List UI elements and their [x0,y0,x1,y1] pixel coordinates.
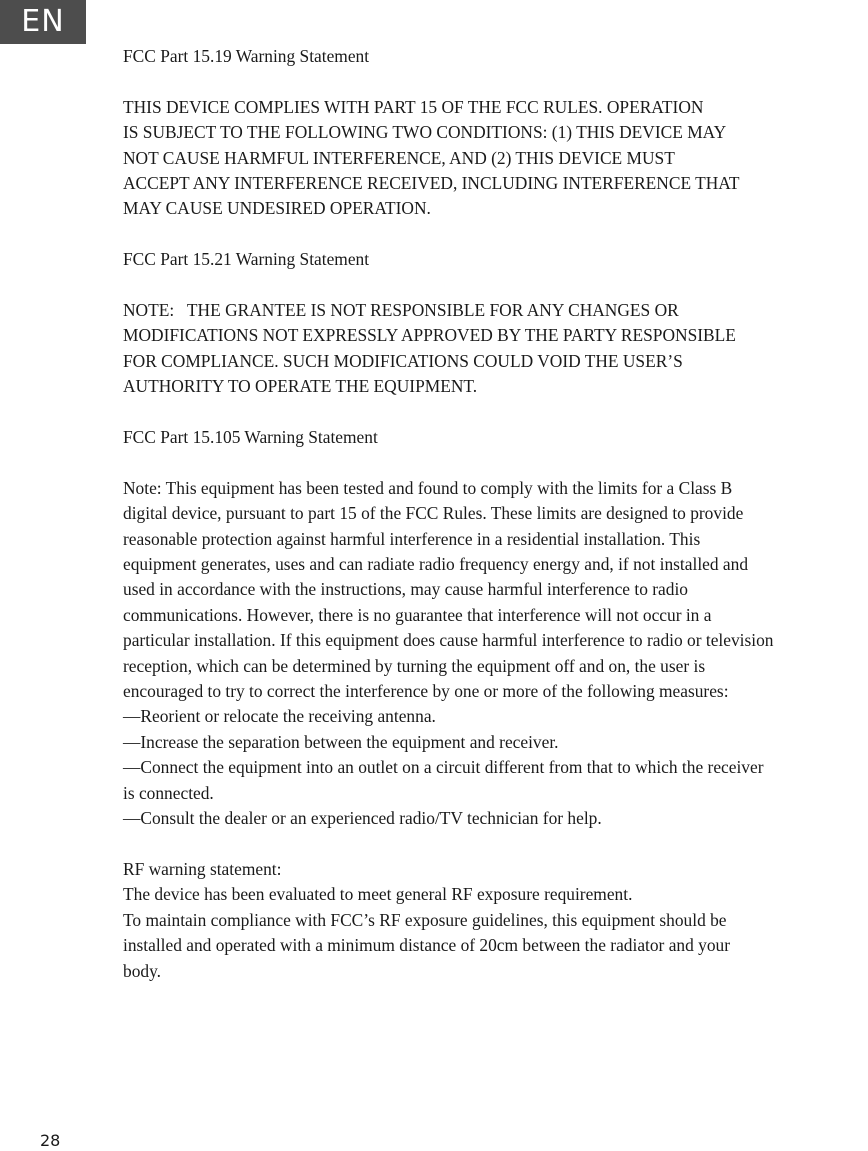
text-line: encouraged to try to correct the interference by one or more of the following measures: [123,681,729,702]
section-heading-rf: RF warning statement: [123,858,282,879]
text-line: digital device, pursuant to part 15 of the FCC Rules. These limits are designed to provide [123,503,744,524]
text-line: Note: This equipment has been tested and found to comply with the limits for a Class B [123,477,733,498]
text-line: installed and operated with a minimum distance of 20cm between the radiator and your [123,935,731,956]
text-line: reasonable protection against harmful interference in a residential installation. This [123,528,701,549]
spacer [123,273,868,298]
text-line: AUTHORITY TO OPERATE THE EQUIPMENT. [123,376,478,397]
document-body [123,44,868,984]
text-line: THIS DEVICE COMPLIES WITH PART 15 OF THE FCC RULES. OPERATION [123,96,704,117]
section-heading-15-21: FCC Part 15.21 Warning Statement [123,249,370,270]
spacer [123,222,868,247]
text-line: MODIFICATIONS NOT EXPRESSLY APPROVED BY THE PARTY RESPONSIBLE [123,325,736,346]
measure-item: —Increase the separation between the equipment and receiver. [123,731,559,752]
measure-item: —Connect the equipment into an outlet on a circuit different from that to which the receiver [123,757,764,778]
text-line: particular installation. If this equipment does cause harmful interference to radio or television [123,630,774,651]
section-heading-15-105: FCC Part 15.105 Warning Statement [123,427,378,448]
language-tab: EN [0,0,86,44]
text-line: IS SUBJECT TO THE FOLLOWING TWO CONDITIONS: (1) THIS DEVICE MAY [123,122,727,143]
text-line: NOTE: THE GRANTEE IS NOT RESPONSIBLE FOR ANY CHANGES OR [123,300,679,321]
measure-item: —Reorient or relocate the receiving antenna. [123,706,436,727]
text-line: FOR COMPLIANCE. SUCH MODIFICATIONS COULD VOID THE USER’S [123,350,683,371]
spacer [123,69,868,94]
text-line: used in accordance with the instructions, may cause harmful interference to radio [123,579,688,600]
page-number: 28 [40,1131,61,1150]
text-line: equipment generates, uses and can radiate radio frequency energy and, if not installed and [123,554,749,575]
text-line: body. [123,960,161,981]
spacer [123,450,868,475]
text-line: MAY CAUSE UNDESIRED OPERATION. [123,198,431,219]
text-line: The device has been evaluated to meet general RF exposure requirement. [123,884,633,905]
spacer [123,832,868,857]
text-line: reception, which can be determined by turning the equipment off and on, the user is [123,655,706,676]
text-line: NOT CAUSE HARMFUL INTERFERENCE, AND (2) THIS DEVICE MUST [123,147,675,168]
section-heading-15-19: FCC Part 15.19 Warning Statement [123,46,370,66]
text-line: communications. However, there is no guarantee that interference will not occur in a [123,604,712,625]
measure-item: —Consult the dealer or an experienced radio/TV technician for help. [123,808,602,829]
text-line: To maintain compliance with FCC’s RF exposure guidelines, this equipment should be [123,909,727,930]
text-line: ACCEPT ANY INTERFERENCE RECEIVED, INCLUDING INTERFERENCE THAT [123,173,740,194]
spacer [123,400,868,425]
text-line: is connected. [123,782,214,803]
